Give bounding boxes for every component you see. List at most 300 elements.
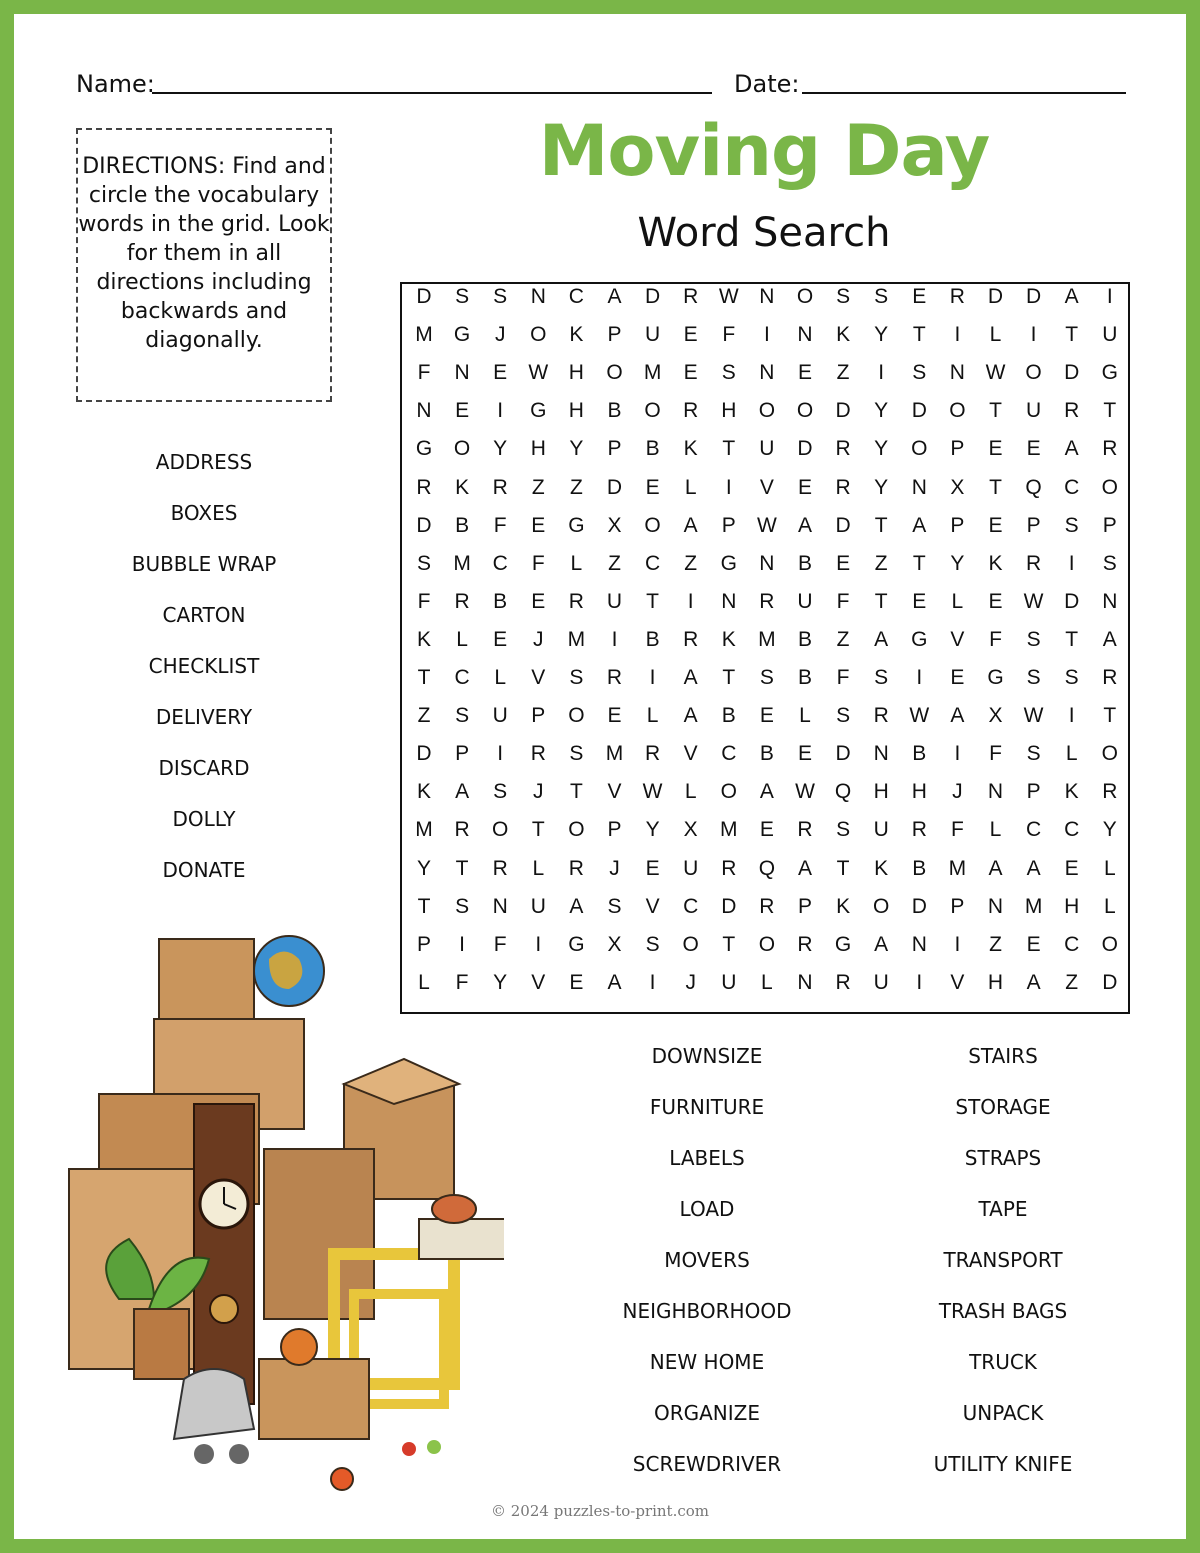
grid-letter[interactable]: Z bbox=[989, 932, 1002, 956]
grid-letter[interactable]: M bbox=[643, 361, 662, 385]
grid-letter[interactable]: I bbox=[954, 323, 961, 347]
grid-letter[interactable]: P bbox=[1026, 513, 1041, 537]
grid-letter[interactable]: L bbox=[989, 818, 1002, 842]
grid-letter[interactable]: S bbox=[1102, 551, 1117, 575]
grid-letter[interactable]: N bbox=[759, 361, 775, 385]
grid-letter[interactable]: D bbox=[416, 742, 432, 766]
grid-letter[interactable]: P bbox=[607, 818, 622, 842]
grid-letter[interactable]: E bbox=[531, 589, 546, 613]
grid-letter[interactable]: B bbox=[912, 742, 927, 766]
grid-letter[interactable]: D bbox=[835, 742, 851, 766]
grid-letter[interactable]: U bbox=[873, 970, 889, 994]
grid-letter[interactable]: F bbox=[417, 589, 431, 613]
grid-letter[interactable]: X bbox=[607, 513, 622, 537]
grid-letter[interactable]: Q bbox=[758, 856, 776, 880]
grid-letter[interactable]: G bbox=[530, 399, 547, 423]
grid-letter[interactable]: R bbox=[492, 856, 508, 880]
grid-letter[interactable]: T bbox=[912, 551, 926, 575]
grid-letter[interactable]: E bbox=[645, 856, 660, 880]
grid-letter[interactable]: T bbox=[646, 589, 659, 613]
grid-letter[interactable]: C bbox=[645, 551, 661, 575]
grid-letter[interactable]: O bbox=[568, 704, 585, 728]
grid-letter[interactable]: O bbox=[1101, 742, 1118, 766]
grid-letter[interactable]: S bbox=[493, 285, 508, 308]
grid-letter[interactable]: M bbox=[605, 742, 624, 766]
grid-letter[interactable]: R bbox=[454, 818, 470, 842]
grid-letter[interactable]: W bbox=[528, 361, 549, 385]
grid-letter[interactable]: D bbox=[606, 475, 623, 499]
grid-letter[interactable]: L bbox=[570, 551, 583, 575]
grid-letter[interactable]: L bbox=[494, 666, 507, 689]
grid-letter[interactable]: R bbox=[530, 742, 546, 766]
grid-letter[interactable]: L bbox=[761, 970, 773, 994]
grid-letter[interactable]: T bbox=[531, 818, 545, 842]
grid-letter[interactable]: W bbox=[718, 285, 739, 308]
grid-letter[interactable]: S bbox=[569, 742, 584, 766]
grid-letter[interactable]: I bbox=[687, 589, 694, 613]
grid-letter[interactable]: O bbox=[682, 932, 699, 956]
grid-letter[interactable]: B bbox=[607, 399, 622, 423]
grid-letter[interactable]: B bbox=[645, 437, 660, 461]
grid-letter[interactable]: F bbox=[836, 589, 850, 613]
grid-letter[interactable]: W bbox=[756, 513, 777, 537]
grid-letter[interactable]: H bbox=[987, 970, 1004, 994]
grid-letter[interactable]: S bbox=[874, 285, 889, 308]
grid-letter[interactable]: C bbox=[1064, 932, 1080, 956]
grid-letter[interactable]: L bbox=[1103, 894, 1116, 918]
grid-letter[interactable]: J bbox=[609, 856, 620, 880]
grid-letter[interactable]: U bbox=[492, 704, 508, 728]
grid-letter[interactable]: U bbox=[759, 437, 775, 461]
grid-letter[interactable]: L bbox=[684, 780, 697, 804]
grid-letter[interactable]: A bbox=[1102, 627, 1117, 651]
grid-letter[interactable]: A bbox=[988, 856, 1003, 880]
grid-letter[interactable]: C bbox=[1064, 818, 1080, 842]
grid-letter[interactable]: G bbox=[987, 666, 1004, 689]
grid-letter[interactable]: R bbox=[568, 589, 584, 613]
grid-letter[interactable]: D bbox=[1026, 285, 1042, 308]
grid-letter[interactable]: K bbox=[416, 780, 431, 804]
grid-letter[interactable]: E bbox=[569, 970, 584, 994]
grid-letter[interactable]: S bbox=[836, 704, 851, 728]
grid-letter[interactable]: T bbox=[455, 856, 469, 880]
grid-letter[interactable]: D bbox=[835, 399, 851, 423]
grid-letter[interactable]: I bbox=[763, 323, 770, 347]
grid-letter[interactable]: H bbox=[1064, 894, 1080, 918]
grid-letter[interactable]: F bbox=[493, 932, 507, 956]
grid-letter[interactable]: O bbox=[644, 399, 661, 423]
grid-letter[interactable]: I bbox=[954, 932, 961, 956]
grid-letter[interactable]: W bbox=[795, 780, 815, 804]
grid-letter[interactable]: O bbox=[1025, 361, 1042, 385]
grid-letter[interactable]: E bbox=[1026, 437, 1041, 461]
grid-letter[interactable]: V bbox=[683, 742, 698, 766]
grid-letter[interactable]: N bbox=[911, 475, 927, 499]
grid-letter[interactable]: F bbox=[417, 361, 431, 385]
grid-letter[interactable]: T bbox=[836, 856, 850, 880]
grid-letter[interactable]: C bbox=[1026, 818, 1042, 842]
grid-letter[interactable]: P bbox=[455, 742, 470, 766]
grid-letter[interactable]: H bbox=[911, 780, 927, 804]
grid-letter[interactable]: N bbox=[759, 285, 775, 308]
grid-letter[interactable]: E bbox=[797, 742, 812, 766]
grid-letter[interactable]: D bbox=[1102, 970, 1118, 994]
grid-letter[interactable]: J bbox=[533, 627, 544, 651]
grid-letter[interactable]: E bbox=[493, 627, 508, 651]
grid-letter[interactable]: N bbox=[987, 780, 1004, 804]
grid-letter[interactable]: E bbox=[607, 704, 622, 728]
grid-letter[interactable]: U bbox=[683, 856, 699, 880]
grid-letter[interactable]: I bbox=[725, 475, 732, 499]
grid-letter[interactable]: J bbox=[494, 323, 506, 347]
grid-letter[interactable]: Z bbox=[531, 475, 545, 499]
grid-letter[interactable]: I bbox=[611, 627, 618, 651]
grid-letter[interactable]: I bbox=[916, 970, 923, 994]
grid-letter[interactable]: G bbox=[415, 437, 433, 461]
grid-letter[interactable]: B bbox=[645, 627, 660, 651]
grid-letter[interactable]: O bbox=[1101, 932, 1118, 956]
grid-letter[interactable]: C bbox=[1064, 475, 1080, 499]
grid-letter[interactable]: S bbox=[912, 361, 927, 385]
grid-letter[interactable]: B bbox=[797, 627, 812, 651]
grid-letter[interactable]: P bbox=[1102, 513, 1117, 537]
grid-letter[interactable]: A bbox=[683, 666, 698, 689]
grid-letter[interactable]: R bbox=[683, 627, 699, 651]
grid-letter[interactable]: D bbox=[416, 285, 432, 308]
grid-letter[interactable]: G bbox=[720, 551, 737, 575]
grid-letter[interactable]: V bbox=[645, 894, 660, 918]
grid-letter[interactable]: R bbox=[606, 666, 623, 689]
grid-letter[interactable]: J bbox=[533, 780, 544, 804]
grid-letter[interactable]: D bbox=[1064, 589, 1080, 613]
grid-letter[interactable]: P bbox=[950, 437, 965, 461]
grid-letter[interactable]: T bbox=[989, 399, 1002, 423]
grid-letter[interactable]: O bbox=[911, 437, 928, 461]
grid-letter[interactable]: O bbox=[949, 399, 966, 423]
grid-letter[interactable]: N bbox=[530, 285, 546, 308]
grid-letter[interactable]: E bbox=[1064, 856, 1079, 880]
grid-letter[interactable]: Y bbox=[645, 818, 660, 842]
grid-letter[interactable]: D bbox=[1064, 361, 1080, 385]
grid-letter[interactable]: O bbox=[1101, 475, 1118, 499]
grid-letter[interactable]: Y bbox=[874, 437, 889, 461]
grid-letter[interactable]: Z bbox=[569, 475, 583, 499]
grid-letter[interactable]: T bbox=[912, 323, 926, 347]
grid-letter[interactable]: H bbox=[873, 780, 889, 804]
grid-letter[interactable]: C bbox=[454, 666, 470, 689]
grid-letter[interactable]: R bbox=[835, 475, 851, 499]
grid-letter[interactable]: A bbox=[1026, 970, 1041, 994]
grid-letter[interactable]: H bbox=[568, 399, 584, 423]
grid-letter[interactable]: A bbox=[683, 513, 698, 537]
grid-letter[interactable]: Y bbox=[874, 323, 889, 347]
grid-letter[interactable]: E bbox=[759, 704, 774, 728]
grid-letter[interactable]: S bbox=[455, 704, 470, 728]
grid-letter[interactable]: I bbox=[649, 666, 656, 689]
grid-letter[interactable]: U bbox=[873, 818, 889, 842]
grid-letter[interactable]: A bbox=[1064, 285, 1079, 308]
grid-letter[interactable]: K bbox=[874, 856, 889, 880]
grid-letter[interactable]: M bbox=[453, 551, 471, 575]
grid-letter[interactable]: S bbox=[721, 361, 736, 385]
grid-letter[interactable]: O bbox=[644, 513, 661, 537]
grid-letter[interactable]: T bbox=[989, 475, 1002, 499]
grid-letter[interactable]: B bbox=[759, 742, 774, 766]
grid-letter[interactable]: I bbox=[1106, 285, 1113, 308]
grid-letter[interactable]: P bbox=[416, 932, 431, 956]
grid-letter[interactable]: L bbox=[456, 627, 468, 651]
grid-letter[interactable]: N bbox=[797, 323, 813, 347]
grid-letter[interactable]: Y bbox=[874, 475, 889, 499]
grid-letter[interactable]: Y bbox=[1102, 818, 1117, 842]
grid-letter[interactable]: D bbox=[416, 513, 432, 537]
grid-letter[interactable]: W bbox=[642, 780, 663, 804]
grid-letter[interactable]: K bbox=[836, 894, 851, 918]
grid-letter[interactable]: E bbox=[455, 399, 470, 423]
grid-letter[interactable]: A bbox=[874, 627, 889, 651]
grid-letter[interactable]: G bbox=[911, 627, 928, 651]
grid-letter[interactable]: E bbox=[683, 323, 698, 347]
grid-letter[interactable]: I bbox=[1030, 323, 1037, 347]
grid-letter[interactable]: Q bbox=[1025, 475, 1042, 499]
grid-letter[interactable]: M bbox=[1024, 894, 1043, 918]
grid-letter[interactable]: M bbox=[415, 323, 433, 347]
grid-letter[interactable]: U bbox=[721, 970, 737, 994]
grid-letter[interactable]: R bbox=[454, 589, 470, 613]
grid-letter[interactable]: R bbox=[835, 437, 851, 461]
grid-letter[interactable]: S bbox=[493, 780, 508, 804]
grid-letter[interactable]: B bbox=[493, 589, 508, 613]
grid-letter[interactable]: T bbox=[417, 894, 431, 918]
grid-letter[interactable]: E bbox=[912, 589, 927, 613]
grid-letter[interactable]: R bbox=[759, 589, 775, 613]
grid-letter[interactable]: E bbox=[645, 475, 660, 499]
grid-letter[interactable]: C bbox=[568, 285, 584, 308]
grid-letter[interactable]: S bbox=[645, 932, 660, 956]
grid-letter[interactable]: O bbox=[492, 818, 509, 842]
grid-letter[interactable]: P bbox=[607, 323, 622, 347]
grid-letter[interactable]: R bbox=[949, 285, 965, 308]
grid-letter[interactable]: L bbox=[684, 475, 697, 499]
grid-letter[interactable]: E bbox=[531, 513, 546, 537]
grid-letter[interactable]: C bbox=[683, 894, 699, 918]
grid-letter[interactable]: Y bbox=[493, 970, 508, 994]
grid-letter[interactable]: U bbox=[645, 323, 661, 347]
grid-letter[interactable]: E bbox=[797, 475, 812, 499]
grid-letter[interactable]: I bbox=[1068, 551, 1075, 575]
grid-letter[interactable]: T bbox=[1065, 323, 1079, 347]
grid-letter[interactable]: B bbox=[721, 704, 736, 728]
grid-letter[interactable]: U bbox=[1026, 399, 1042, 423]
grid-letter[interactable]: L bbox=[799, 704, 811, 728]
grid-letter[interactable]: V bbox=[531, 970, 546, 994]
grid-letter[interactable]: F bbox=[989, 742, 1002, 766]
grid-letter[interactable]: A bbox=[683, 704, 698, 728]
grid-letter[interactable]: P bbox=[950, 894, 965, 918]
grid-letter[interactable]: S bbox=[836, 285, 851, 308]
grid-letter[interactable]: V bbox=[950, 970, 965, 994]
grid-letter[interactable]: V bbox=[531, 666, 546, 689]
grid-letter[interactable]: G bbox=[453, 323, 471, 347]
grid-letter[interactable]: Z bbox=[836, 627, 850, 651]
grid-letter[interactable]: B bbox=[455, 513, 470, 537]
grid-letter[interactable]: P bbox=[1026, 780, 1041, 804]
grid-letter[interactable]: S bbox=[1064, 666, 1079, 689]
grid-letter[interactable]: X bbox=[950, 475, 965, 499]
grid-letter[interactable]: D bbox=[987, 285, 1004, 308]
grid-letter[interactable]: S bbox=[1064, 513, 1079, 537]
grid-letter[interactable]: E bbox=[493, 361, 508, 385]
grid-letter[interactable]: U bbox=[1102, 323, 1118, 347]
grid-letter[interactable]: I bbox=[649, 970, 656, 994]
grid-letter[interactable]: E bbox=[683, 361, 698, 385]
grid-letter[interactable]: D bbox=[721, 894, 737, 918]
grid-letter[interactable]: F bbox=[950, 818, 964, 842]
grid-letter[interactable]: R bbox=[721, 856, 737, 880]
grid-letter[interactable]: S bbox=[569, 666, 584, 689]
grid-letter[interactable]: R bbox=[1102, 666, 1118, 689]
grid-letter[interactable]: N bbox=[987, 894, 1004, 918]
grid-letter[interactable]: U bbox=[530, 894, 546, 918]
grid-letter[interactable]: N bbox=[721, 589, 737, 613]
grid-letter[interactable]: D bbox=[835, 513, 851, 537]
grid-letter[interactable]: S bbox=[1026, 666, 1041, 689]
grid-letter[interactable]: F bbox=[493, 513, 507, 537]
grid-letter[interactable]: O bbox=[758, 399, 776, 423]
grid-letter[interactable]: N bbox=[492, 894, 508, 918]
grid-letter[interactable]: K bbox=[683, 437, 698, 461]
grid-letter[interactable]: X bbox=[683, 818, 698, 842]
grid-letter[interactable]: R bbox=[1102, 780, 1118, 804]
grid-letter[interactable]: O bbox=[568, 818, 585, 842]
grid-letter[interactable]: T bbox=[722, 437, 736, 461]
grid-letter[interactable]: R bbox=[797, 932, 813, 956]
grid-letter[interactable]: K bbox=[1064, 780, 1079, 804]
grid-letter[interactable]: E bbox=[988, 437, 1003, 461]
grid-letter[interactable]: G bbox=[568, 932, 585, 956]
grid-letter[interactable]: A bbox=[912, 513, 927, 537]
grid-letter[interactable]: Y bbox=[493, 437, 508, 461]
grid-letter[interactable]: F bbox=[722, 323, 736, 347]
grid-letter[interactable]: E bbox=[1026, 932, 1041, 956]
grid-letter[interactable]: A bbox=[1064, 437, 1079, 461]
grid-letter[interactable]: S bbox=[836, 818, 851, 842]
grid-letter[interactable]: E bbox=[912, 285, 927, 308]
grid-letter[interactable]: D bbox=[911, 894, 927, 918]
grid-letter[interactable]: W bbox=[909, 704, 930, 728]
grid-letter[interactable]: K bbox=[416, 627, 431, 651]
grid-letter[interactable]: Z bbox=[608, 551, 621, 575]
grid-letter[interactable]: R bbox=[1026, 551, 1042, 575]
grid-letter[interactable]: B bbox=[797, 551, 812, 575]
grid-letter[interactable]: R bbox=[492, 475, 508, 499]
grid-letter[interactable]: O bbox=[796, 285, 814, 308]
grid-letter[interactable]: A bbox=[874, 932, 889, 956]
grid-letter[interactable]: O bbox=[530, 323, 547, 347]
grid-letter[interactable]: S bbox=[1026, 742, 1041, 766]
grid-letter[interactable]: V bbox=[950, 627, 965, 651]
grid-letter[interactable]: K bbox=[721, 627, 736, 651]
grid-letter[interactable]: T bbox=[417, 666, 431, 689]
grid-letter[interactable]: I bbox=[459, 932, 466, 956]
grid-letter[interactable]: I bbox=[878, 361, 885, 385]
grid-letter[interactable]: L bbox=[418, 970, 430, 994]
grid-letter[interactable]: E bbox=[950, 666, 965, 689]
grid-letter[interactable]: T bbox=[722, 932, 736, 956]
grid-letter[interactable]: N bbox=[454, 361, 470, 385]
grid-letter[interactable]: L bbox=[989, 323, 1002, 347]
grid-letter[interactable]: E bbox=[836, 551, 851, 575]
grid-letter[interactable]: Q bbox=[834, 780, 852, 804]
grid-letter[interactable]: H bbox=[721, 399, 737, 423]
grid-letter[interactable]: I bbox=[497, 742, 504, 766]
grid-letter[interactable]: A bbox=[797, 856, 812, 880]
grid-letter[interactable]: O bbox=[606, 361, 623, 385]
grid-letter[interactable]: Z bbox=[1065, 970, 1079, 994]
grid-letter[interactable]: S bbox=[874, 666, 889, 689]
grid-letter[interactable]: I bbox=[535, 932, 542, 956]
grid-letter[interactable]: L bbox=[1103, 856, 1116, 880]
grid-letter[interactable]: D bbox=[911, 399, 927, 423]
grid-letter[interactable]: N bbox=[911, 932, 927, 956]
grid-letter[interactable]: X bbox=[988, 704, 1003, 728]
grid-letter[interactable]: N bbox=[873, 742, 889, 766]
grid-letter[interactable]: K bbox=[455, 475, 470, 499]
grid-letter[interactable]: A bbox=[455, 780, 470, 804]
grid-letter[interactable]: E bbox=[988, 513, 1003, 537]
grid-letter[interactable]: T bbox=[874, 513, 888, 537]
grid-letter[interactable]: E bbox=[797, 361, 812, 385]
grid-letter[interactable]: P bbox=[797, 894, 812, 918]
grid-letter[interactable]: O bbox=[453, 437, 471, 461]
grid-letter[interactable]: A bbox=[607, 970, 622, 994]
grid-letter[interactable]: H bbox=[530, 437, 546, 461]
grid-letter[interactable]: Y bbox=[874, 399, 889, 423]
grid-letter[interactable]: J bbox=[685, 970, 696, 994]
grid-letter[interactable]: Z bbox=[836, 361, 850, 385]
grid-letter[interactable]: K bbox=[988, 551, 1003, 575]
grid-letter[interactable]: F bbox=[989, 627, 1002, 651]
grid-letter[interactable]: R bbox=[1102, 437, 1118, 461]
grid-letter[interactable]: G bbox=[834, 932, 852, 956]
grid-letter[interactable]: O bbox=[720, 780, 737, 804]
grid-letter[interactable]: W bbox=[1023, 704, 1044, 728]
grid-letter[interactable]: D bbox=[797, 437, 813, 461]
grid-letter[interactable]: Z bbox=[684, 551, 698, 575]
grid-letter[interactable]: J bbox=[952, 780, 963, 804]
grid-letter[interactable]: Y bbox=[416, 856, 431, 880]
grid-letter[interactable]: L bbox=[951, 589, 964, 613]
grid-letter[interactable]: U bbox=[797, 589, 813, 613]
grid-letter[interactable]: P bbox=[531, 704, 546, 728]
grid-letter[interactable]: P bbox=[607, 437, 622, 461]
grid-letter[interactable]: N bbox=[797, 970, 813, 994]
grid-letter[interactable]: L bbox=[532, 856, 545, 880]
grid-letter[interactable]: R bbox=[645, 742, 661, 766]
grid-letter[interactable]: I bbox=[916, 666, 923, 689]
grid-letter[interactable]: S bbox=[455, 894, 470, 918]
grid-letter[interactable]: A bbox=[569, 894, 584, 918]
grid-letter[interactable]: M bbox=[415, 818, 433, 842]
grid-letter[interactable]: V bbox=[759, 475, 774, 499]
grid-letter[interactable]: U bbox=[606, 589, 623, 613]
grid-letter[interactable]: T bbox=[569, 780, 583, 804]
grid-letter[interactable]: N bbox=[1102, 589, 1118, 613]
grid-letter[interactable]: I bbox=[1068, 704, 1075, 728]
grid-letter[interactable]: M bbox=[948, 856, 967, 880]
grid-letter[interactable]: O bbox=[873, 894, 890, 918]
grid-letter[interactable]: N bbox=[416, 399, 432, 423]
